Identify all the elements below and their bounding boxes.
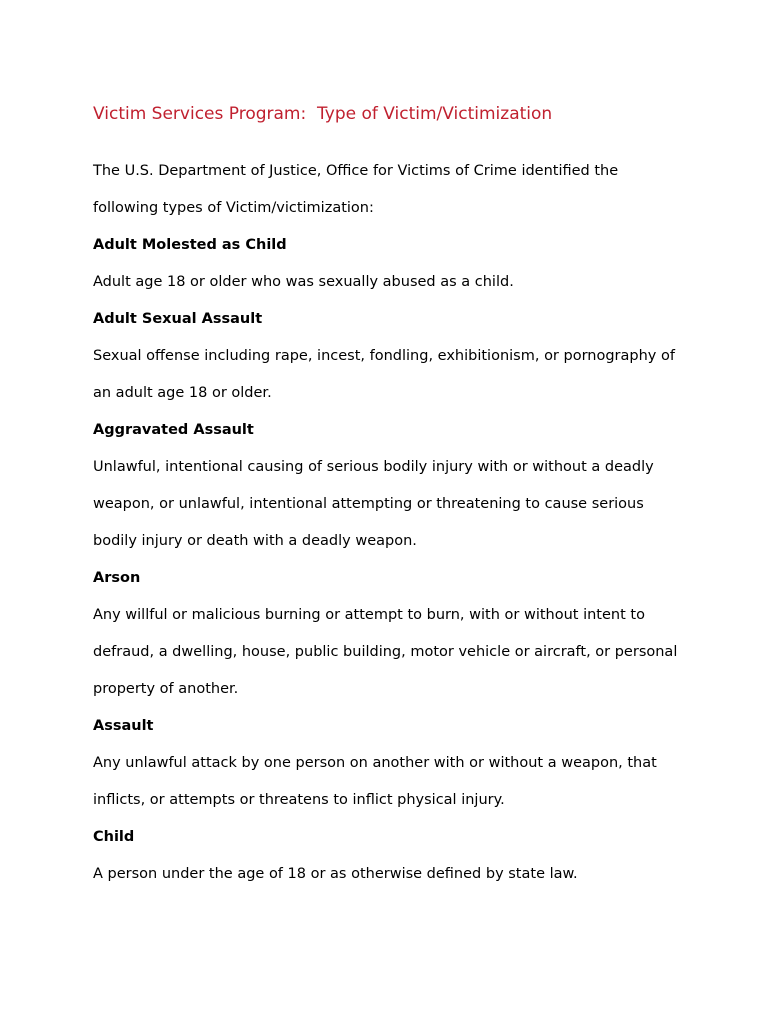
definition-line: Any unlawful attack by one person on another with or without a weapon, that	[93, 755, 657, 771]
definition-line: an adult age 18 or older.	[93, 385, 272, 401]
document-body	[93, 153, 733, 893]
document-title: Victim Services Program: Type of Victim/Victimization	[93, 104, 553, 124]
definition-line: defraud, a dwelling, house, public building, motor vehicle or aircraft, or personal	[93, 644, 678, 660]
term-heading: Arson	[93, 570, 141, 586]
definition-line: A person under the age of 18 or as otherwise defined by state law.	[93, 866, 578, 882]
term-heading: Aggravated Assault	[93, 422, 254, 438]
term-heading: Assault	[93, 718, 154, 734]
definition-line: weapon, or unlawful, intentional attempting or threatening to cause serious	[93, 496, 644, 512]
definition-line: inflicts, or attempts or threatens to inflict physical injury.	[93, 792, 505, 808]
term-heading: Adult Sexual Assault	[93, 311, 263, 327]
term-heading: Adult Molested as Child	[93, 237, 287, 253]
definition-line: Any willful or malicious burning or attempt to burn, with or without intent to	[93, 607, 645, 623]
definition-line: bodily injury or death with a deadly weapon.	[93, 533, 417, 549]
definition-line: Sexual offense including rape, incest, fondling, exhibitionism, or pornography of	[93, 348, 675, 364]
definition-line: Unlawful, intentional causing of serious bodily injury with or without a deadly	[93, 459, 654, 475]
intro-line: The U.S. Department of Justice, Office for Victims of Crime identified the	[93, 163, 619, 179]
intro-line: following types of Victim/victimization:	[93, 200, 374, 216]
definition-line: Adult age 18 or older who was sexually abused as a child.	[93, 274, 514, 290]
definition-line: property of another.	[93, 681, 239, 697]
term-heading: Child	[93, 829, 135, 845]
